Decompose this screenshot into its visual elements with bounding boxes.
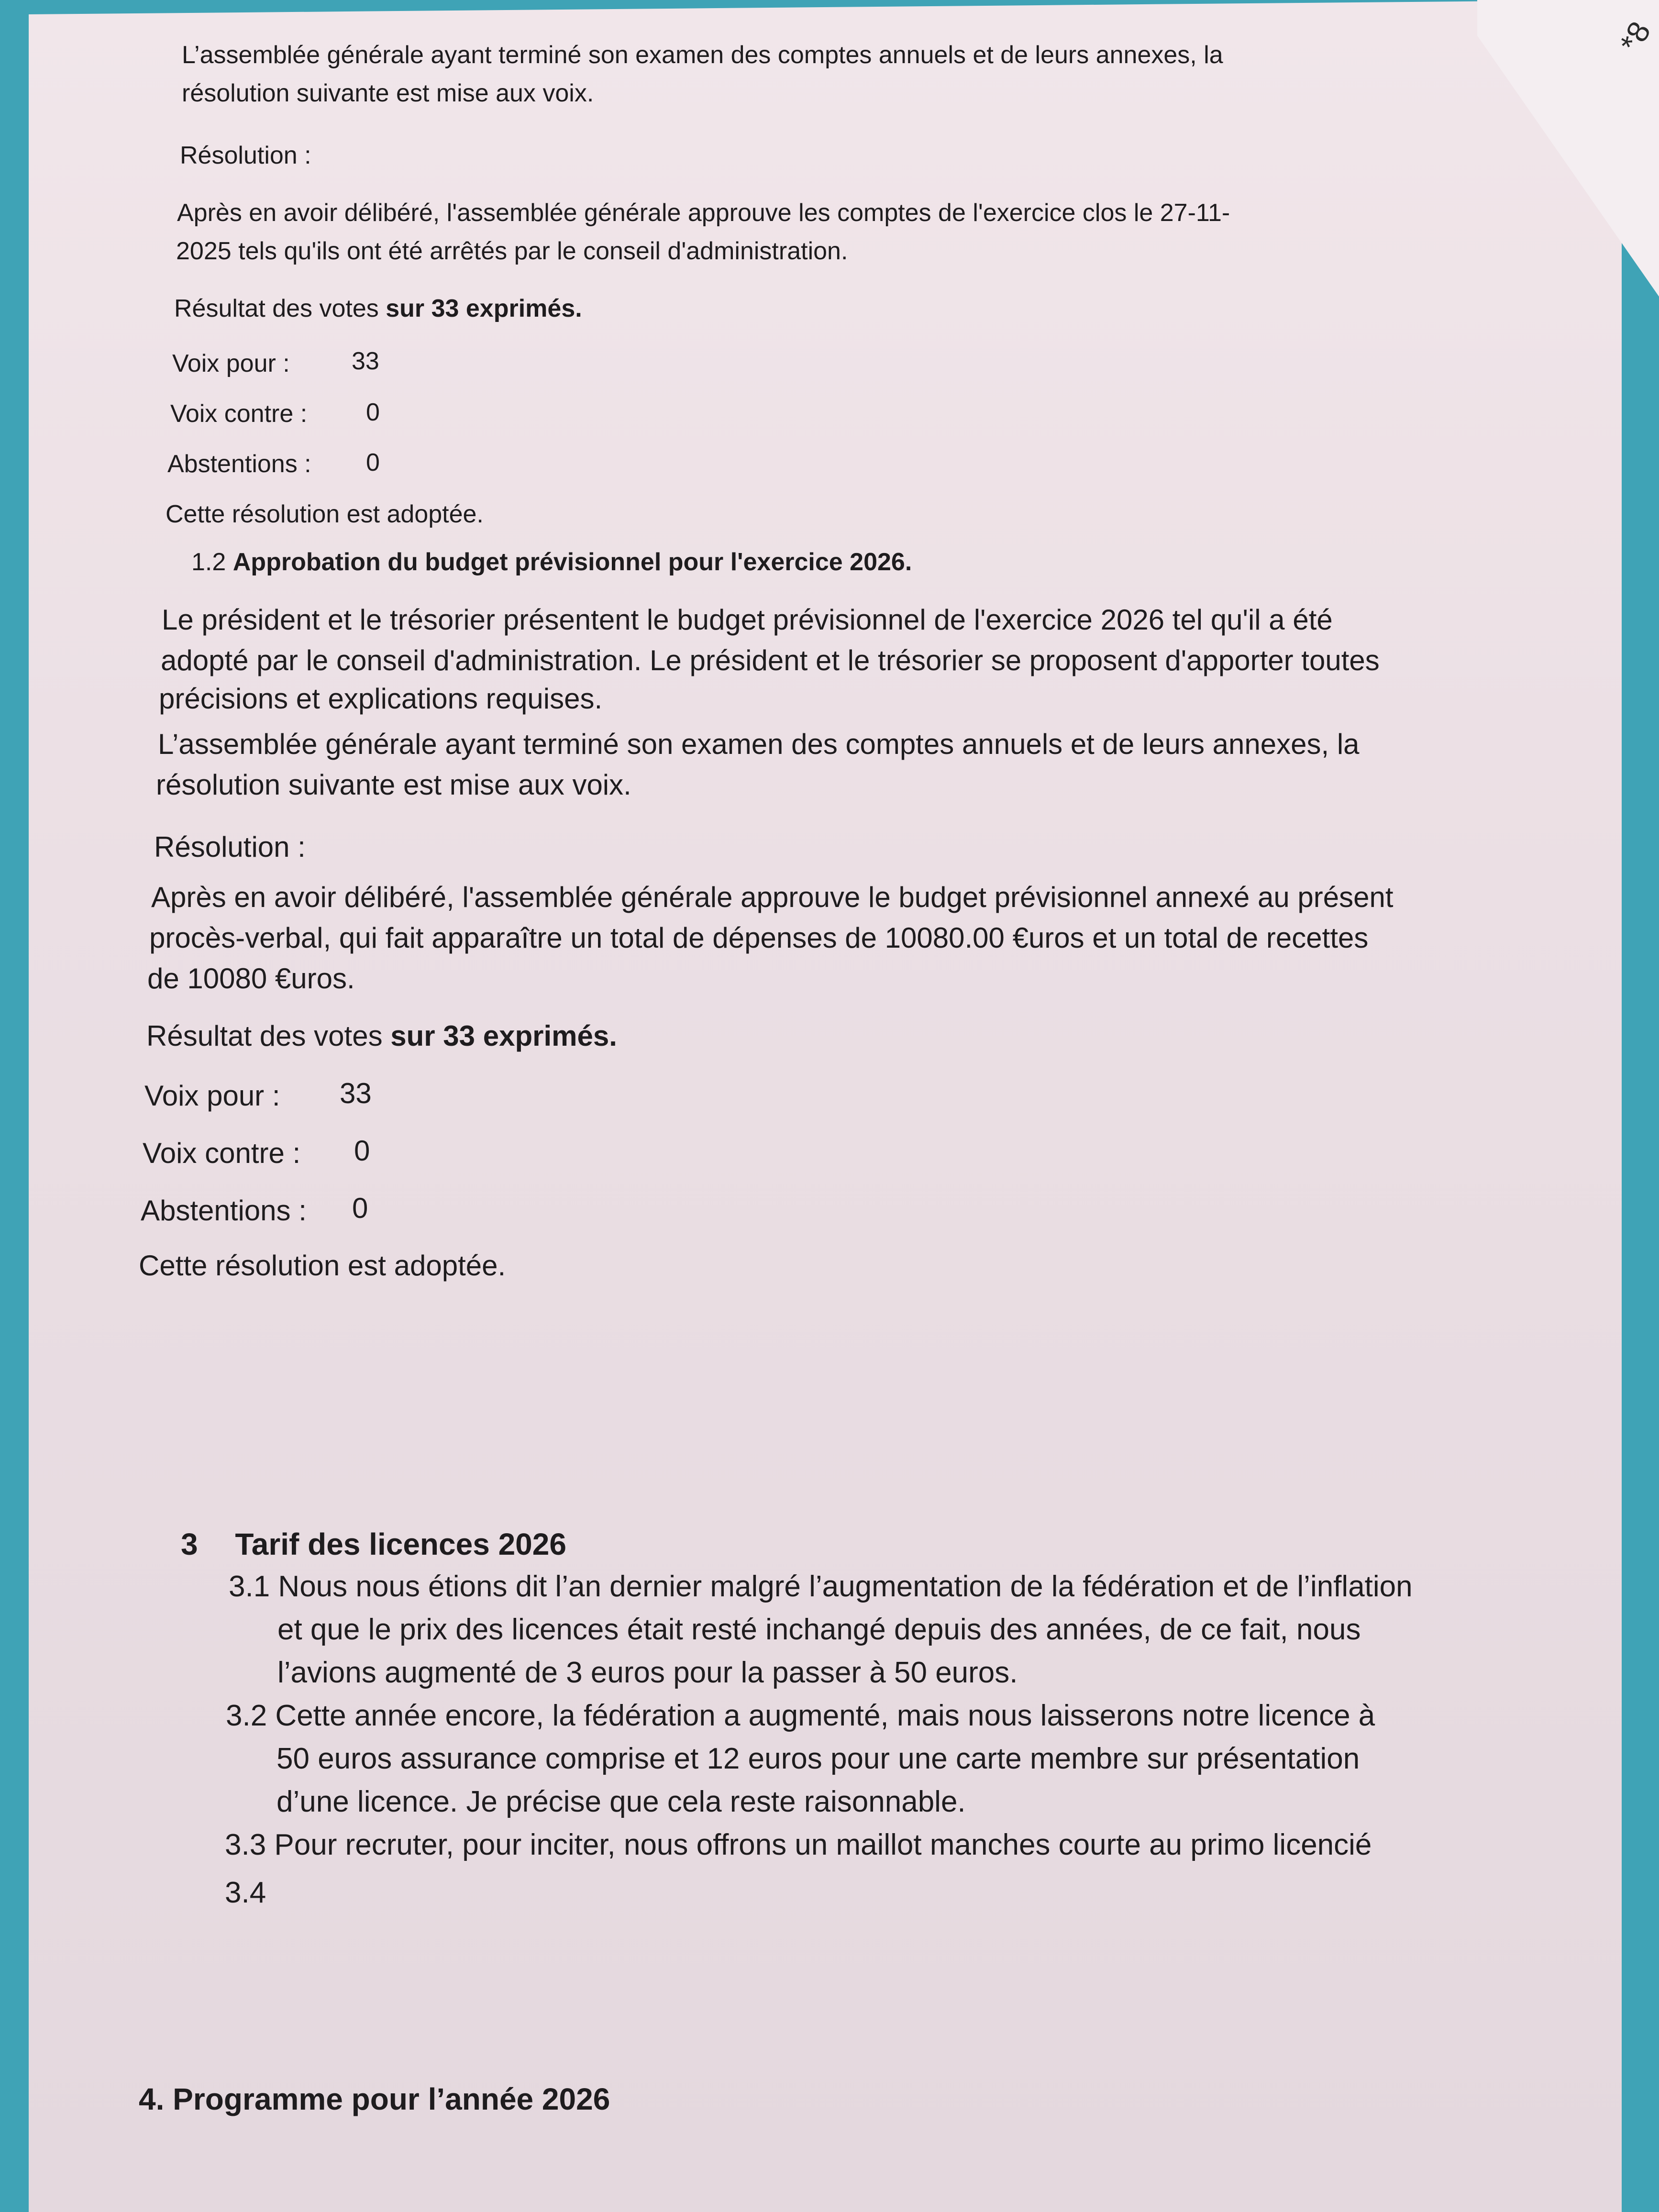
s12-title: Approbation du budget prévisionnel pour l'exercice 2026. xyxy=(232,548,912,576)
s12-resolution-line3: de 10080 €uros. xyxy=(147,962,355,995)
s11-resolution-line2: 2025 tels qu'ils ont été arrêtés par le conseil d'administration. xyxy=(176,237,848,265)
s11-abst-value: 0 xyxy=(366,449,380,476)
s12-adopted: Cette résolution est adoptée. xyxy=(139,1250,506,1282)
s12-number: 1.2 xyxy=(191,548,226,576)
s11-contre-value: 0 xyxy=(366,398,380,426)
s11-votes-prefix: Résultat des votes xyxy=(174,295,386,322)
s3-item4: 3.4 xyxy=(225,1876,266,1909)
s12-votes-result xyxy=(146,1017,617,1055)
s12-abst-label: Abstentions : xyxy=(141,1194,307,1227)
s12-votes-count: sur 33 exprimés. xyxy=(390,1020,617,1052)
s11-intro-line1: L’assemblée générale ayant terminé son examen des comptes annuels et de leurs annexes, la xyxy=(182,41,1223,69)
s11-intro-line2: résolution suivante est mise aux voix. xyxy=(182,79,594,107)
s11-abst-label: Abstentions : xyxy=(167,450,311,478)
s11-votes-result xyxy=(174,292,582,325)
s3-item3-line1: 3.3 Pour recruter, pour inciter, nous offrons un maillot manches courte au primo licencié xyxy=(225,1828,1372,1861)
s12-intro-line2: résolution suivante est mise aux voix. xyxy=(156,769,631,801)
s11-resolution-line1: Après en avoir délibéré, l'assemblée générale approuve les comptes de l'exercice clos le 27-11- xyxy=(177,199,1230,227)
s12-intro-line1: L’assemblée générale ayant terminé son examen des comptes annuels et de leurs annexes, la xyxy=(158,728,1360,760)
s12-pour-label: Voix pour : xyxy=(144,1080,280,1112)
s3-title: Tarif des licences 2026 xyxy=(235,1527,566,1561)
s12-contre-label: Voix contre : xyxy=(143,1137,301,1169)
s3-number: 3 xyxy=(181,1527,198,1561)
s11-pour-value: 33 xyxy=(352,347,379,375)
s11-adopted: Cette résolution est adoptée. xyxy=(166,500,484,528)
s11-votes-count: sur 33 exprimés. xyxy=(386,295,582,322)
s12-para1-line1: Le président et le trésorier présentent le budget prévisionnel de l'exercice 2026 tel qu'il a été xyxy=(162,604,1333,636)
s12-para1-line3: précisions et explications requises. xyxy=(159,683,603,715)
s12-pour-value: 33 xyxy=(340,1077,372,1109)
page-corner-mark: *8 xyxy=(1613,15,1658,58)
s12-heading xyxy=(191,545,912,579)
s3-item2-line3: d’une licence. Je précise que cela reste raisonnable. xyxy=(276,1785,966,1818)
s12-abst-value: 0 xyxy=(352,1192,368,1224)
s11-resolution-label: Résolution : xyxy=(180,142,311,169)
s3-item1-line3: l’avions augmenté de 3 euros pour la passer à 50 euros. xyxy=(277,1656,1018,1689)
s12-resolution-line2: procès-verbal, qui fait apparaître un total de dépenses de 10080.00 €uros et un total de recettes xyxy=(149,922,1369,954)
s11-contre-label: Voix contre : xyxy=(170,400,308,428)
s12-resolution-label: Résolution : xyxy=(154,831,306,863)
s4-heading: 4. Programme pour l’année 2026 xyxy=(139,2082,610,2116)
s12-contre-value: 0 xyxy=(354,1135,370,1167)
s3-item2-line2: 50 euros assurance comprise et 12 euros pour une carte membre sur présentation xyxy=(276,1742,1360,1775)
s3-item1-line2: et que le prix des licences était resté inchangé depuis des années, de ce fait, nous xyxy=(277,1613,1361,1646)
s3-heading xyxy=(181,1524,566,1565)
s11-pour-label: Voix pour : xyxy=(172,350,290,377)
s12-resolution-line1: Après en avoir délibéré, l'assemblée générale approuve le budget prévisionnel annexé au présent xyxy=(151,881,1394,913)
s12-votes-prefix: Résultat des votes xyxy=(146,1020,391,1052)
s12-para1-line2: adopté par le conseil d'administration. Le président et le trésorier se proposent d'apporter toutes xyxy=(161,644,1380,676)
s3-item2-line1: 3.2 Cette année encore, la fédération a augmenté, mais nous laisserons notre licence à xyxy=(226,1699,1375,1732)
s3-item1-line1: 3.1 Nous nous étions dit l’an dernier malgré l’augmentation de la fédération et de l’inflation xyxy=(229,1570,1413,1603)
